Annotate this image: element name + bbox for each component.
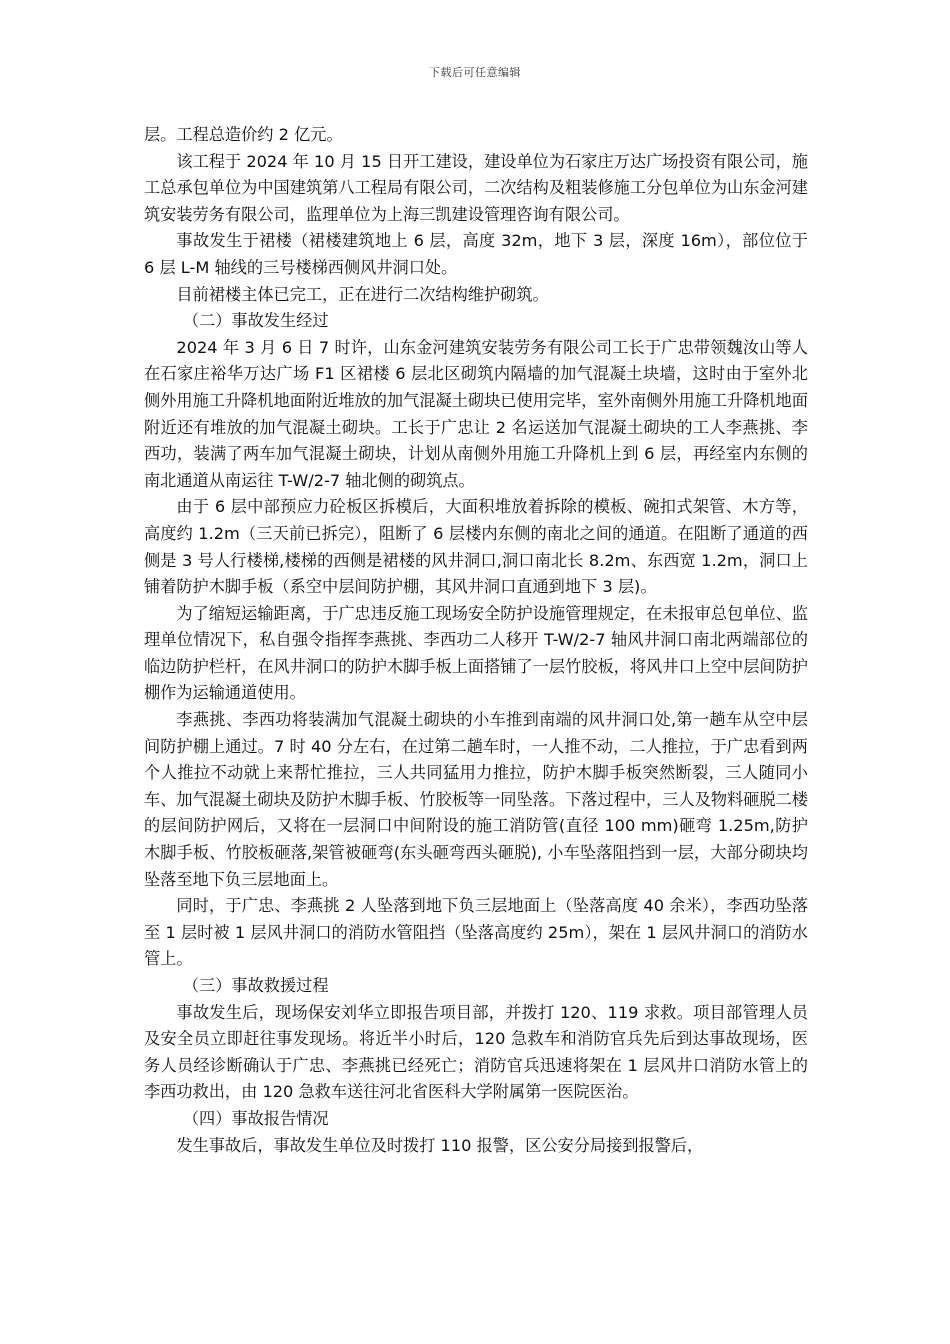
paragraph: 2024 年 3 月 6 日 7 时许，山东金河建筑安装劳务有限公司工长于广忠带领魏汝山等人在石家庄裕华万达广场 F1 区裙楼 6 层北区砌筑内隔墙的加气混凝土块墙，这时由于室外北侧外用施工升降机地面附近堆放的加气混凝土砌块已使用完毕，室外南侧外用施工升降机地面附近还有堆放的加气混凝土砌块。工长于广忠让 2 名运送加气混凝土砌块的工人李燕挑、李西功，装满了两车加气混凝土砌块，计划从南侧外用施工升降机上到 6 层，再经室内东侧的南北通道从南运往 T-W/2-7 轴北侧的砌筑点。 <box>144 337 808 490</box>
paragraph: 事故发生于裙楼（裙楼建筑地上 6 层，高度 32m，地下 3 层，深度 16m），部位位于 6 层 L-M 轴线的三号楼梯西侧风井洞口处。 <box>144 231 808 277</box>
paragraph: 事故发生后，现场保安刘华立即报告项目部，并拨打 120、119 求救。项目部管理人员及安全员立即赶往事发现场。将近半小时后，120 急救车和消防官兵先后到达事故现场，医务人员经诊断确认于广忠、李燕挑已经死亡；消防官兵迅速将架在 1 层风井口消防水管上的李西功救出，由 120 急救车送往河北省医科大学附属第一医院医治。 <box>144 1002 808 1102</box>
document-body <box>144 122 808 1159</box>
section-heading: （三）事故救援过程 <box>182 976 329 995</box>
paragraph: 同时，于广忠、李燕挑 2 人坠落到地下负三层地面上（坠落高度 40 余米），李西功坠落至 1 层时被 1 层风井洞口的消防水管阻挡（坠落高度约 25m），架在 1 层风井洞口的消防水管上。 <box>144 896 808 969</box>
page-header: 下载后可任意编辑 <box>429 66 521 79</box>
paragraph: 为了缩短运输距离，于广忠违反施工现场安全防护设施管理规定，在未报审总包单位、监理单位情况下，私自强令指挥李燕挑、李西功二人移开 T-W/2-7 轴风井洞口南北两端部位的临边防护栏杆，在风井洞口的防护木脚手板上面搭铺了一层竹胶板，将风井口上空中层间防护棚作为运输通道使用。 <box>144 603 808 703</box>
paragraph: 李燕挑、李西功将装满加气混凝土砌块的小车推到南端的风井洞口处,第一趟车从空中层间防护棚上通过。7 时 40 分左右，在过第二趟车时，一人推不动，二人推拉，于广忠看到两个人推拉不动就上来帮忙推拉，三人共同猛用力推拉，防护木脚手板突然断裂，三人随同小车、加气混凝土砌块及防护木脚手板、竹胶板等一同坠落。下落过程中，三人及物料砸脱二楼的层间防护网后，又将在一层洞口中间附设的施工消防管(直径 100 mm)砸弯 1.25m,防护木脚手板、竹胶板砸落,架管被砸弯(东头砸弯西头砸脱), 小车坠落阻挡到一层，大部分砌块均坠落至地下负三层地面上。 <box>144 710 808 889</box>
paragraph: 该工程于 2024 年 10 月 15 日开工建设，建设单位为石家庄万达广场投资有限公司，施工总承包单位为中国建筑第八工程局有限公司，二次结构及粗装修施工分包单位为山东金河建筑安装劳务有限公司，监理单位为上海三凯建设管理咨询有限公司。 <box>144 151 808 224</box>
paragraph: 由于 6 层中部预应力砼板区拆模后，大面积堆放着拆除的模板、碗扣式架管、木方等，高度约 1.2m（三天前已拆完），阻断了 6 层楼内东侧的南北之间的通道。在阻断了通道的西侧是 3 号人行楼梯,楼梯的西侧是裙楼的风井洞口,洞口南北长 8.2m、东西宽 1.2m，洞口上铺着防护木脚手板（系空中层间防护棚，其风井洞口直通到地下 3 层)。 <box>144 497 808 597</box>
paragraph: 层。工程总造价约 2 亿元。 <box>144 125 343 144</box>
paragraph: 目前裙楼主体已完工，正在进行二次结构维护砌筑。 <box>176 284 549 304</box>
section-heading: （四）事故报告情况 <box>182 1108 329 1128</box>
paragraph: 发生事故后，事故发生单位及时拨打 110 报警，区公安分局接到报警后， <box>176 1135 704 1155</box>
section-heading: （二）事故发生经过 <box>182 311 329 331</box>
